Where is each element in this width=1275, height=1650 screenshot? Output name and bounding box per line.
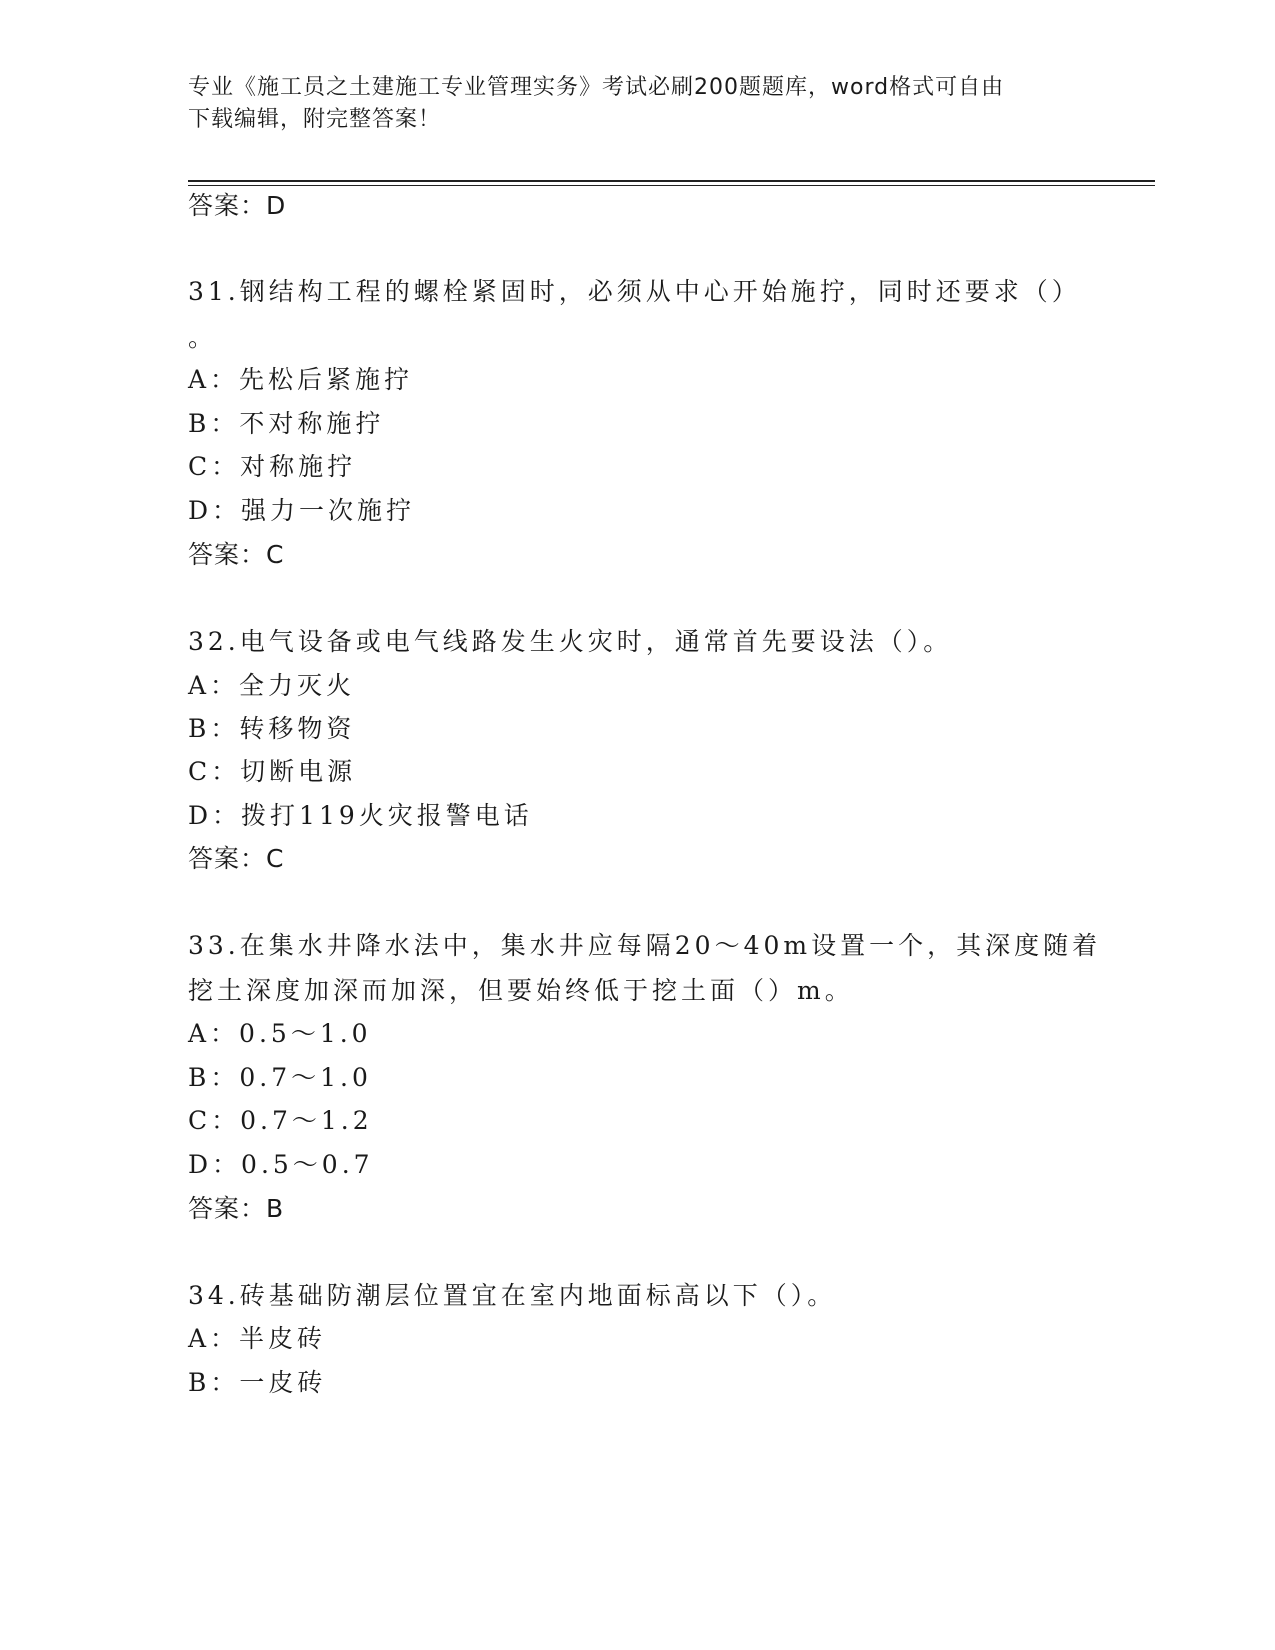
question-33-option-b: B：0.7～1.0 <box>188 1063 372 1092</box>
question-34-option-b: B：一皮砖 <box>188 1368 327 1397</box>
question-31-answer: 答案：C <box>188 540 285 569</box>
question-32-option-a: A：全力灭火 <box>188 671 356 700</box>
question-34-stem: 34.砖基础防潮层位置宜在室内地面标高以下（）。 <box>188 1281 837 1310</box>
question-32-answer: 答案：C <box>188 844 285 873</box>
question-32-option-d: D：拨打119火灾报警电话 <box>188 801 533 830</box>
header-line-1: 专业《施工员之土建施工专业管理实务》考试必刷200题题库，word格式可自由 <box>188 75 1005 100</box>
question-32-option-c: C：切断电源 <box>188 757 357 786</box>
question-31-stem: 31.钢结构工程的螺栓紧固时，必须从中心开始施拧，同时还要求（） <box>188 277 1081 306</box>
question-33-option-c: C：0.7～1.2 <box>188 1106 373 1135</box>
question-34-option-a: A：半皮砖 <box>188 1324 327 1353</box>
header-line-2: 下载编辑，附完整答案！ <box>188 107 442 132</box>
question-31-option-c: C：对称施拧 <box>188 452 357 481</box>
question-33-stem-cont: 挖土深度加深而加深，但要始终低于挖土面（）m。 <box>188 976 854 1005</box>
question-31-option-a: A：先松后紧施拧 <box>188 365 414 394</box>
document-header <box>188 72 1088 136</box>
question-32-option-b: B：转移物资 <box>188 714 356 743</box>
question-33-answer: 答案：B <box>188 1194 285 1223</box>
header-divider-thin <box>188 185 1155 186</box>
question-33-option-a: A：0.5～1.0 <box>188 1019 372 1048</box>
header-divider-thick <box>188 180 1155 182</box>
question-31-option-d: D：强力一次施拧 <box>188 496 416 525</box>
question-31-stem-cont: 。 <box>188 323 218 352</box>
question-33-option-d: D：0.5～0.7 <box>188 1150 374 1179</box>
question-31-option-b: B：不对称施拧 <box>188 409 385 438</box>
question-33-stem: 33.在集水井降水法中，集水井应每隔20～40m设置一个，其深度随着 <box>188 931 1102 960</box>
previous-answer: 答案：D <box>188 191 287 220</box>
question-32-stem: 32.电气设备或电气线路发生火灾时，通常首先要设法（）。 <box>188 627 953 656</box>
